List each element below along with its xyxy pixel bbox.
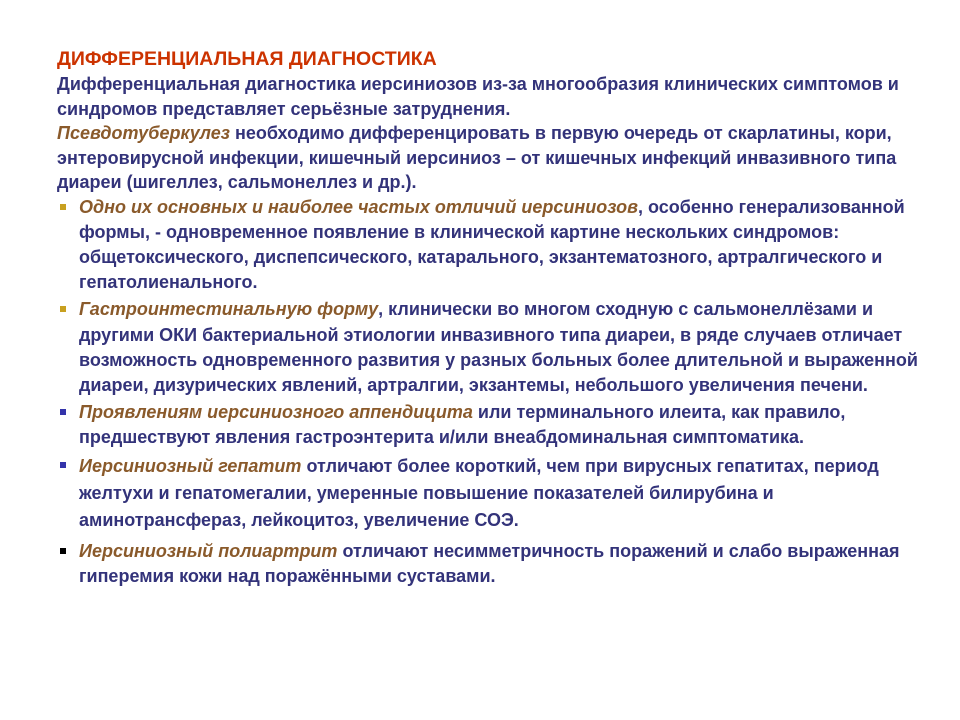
- bullet-lead: Иерсиниозный полиартрит: [79, 540, 338, 561]
- bullet-text: отличают несимметричность поражений и слабо выраженная гиперемия кожи над поражёнными суставами.: [79, 540, 900, 586]
- bullet-lead: Проявлениям иерсиниозного аппендицита: [79, 402, 473, 423]
- bullet-text: , особенно генерализованной формы, - одновременное появление в клинической картине нескольких синдромов: общетоксического, диспепсического, катарального, экзантематозного, артралгического и гепатолиенального.: [79, 196, 905, 293]
- slide-content: [57, 46, 927, 589]
- intro-paragraph: [57, 72, 927, 121]
- slide-title: ДИФФЕРЕНЦИАЛЬНАЯ ДИАГНОСТИКА: [57, 48, 437, 70]
- bullet-item-polyarthritis: [57, 539, 927, 589]
- bullet-item-appendicitis: [57, 400, 927, 450]
- bullet-lead: Одно их основных и наиболее частых отличий иерсиниозов: [79, 196, 639, 217]
- bullet-text: отличают более короткий, чем при вирусных гепатитах, период желтухи и гепатомегалии, умеренные повышение показателей билирубина и аминотрансфераз, лейкоцитоз, увеличение СОЭ.: [79, 455, 879, 530]
- pseudotuberculosis-paragraph: [57, 121, 927, 195]
- square-bullet-icon: [60, 409, 66, 415]
- bullet-list: [57, 195, 927, 589]
- square-bullet-icon: [60, 462, 66, 468]
- pseudotuberculosis-text: необходимо дифференцировать в первую очередь от скарлатины, кори, энтеровирусной инфекции, кишечный иерсиниоз – от кишечных инфекций инвазивного типа диареи (шигеллез, сальмонеллез и др.).: [57, 123, 897, 192]
- pseudotuberculosis-highlight: Псевдотуберкулез: [57, 123, 230, 143]
- bullet-lead: Гастроинтестинальную форму: [79, 299, 379, 320]
- bullet-item-hepatitis: [57, 453, 927, 534]
- square-bullet-icon: [60, 204, 66, 210]
- bullet-item-main-differences: [57, 195, 927, 296]
- square-bullet-icon: [60, 306, 66, 312]
- bullet-item-gastrointestinal: [57, 297, 927, 398]
- bullet-lead: Иерсиниозный гепатит: [79, 455, 302, 476]
- square-bullet-icon: [60, 548, 66, 554]
- bullet-text: , клинически во многом сходную с сальмонеллёзами и другими ОКИ бактериальной этиологии инвазивного типа диареи, в ряде случаев отличает возможность одновременного развития у разных больных более длительной и выраженной диареи, дизурических явлений, артралгии, экзантемы, небольшого увеличения печени.: [79, 299, 918, 395]
- intro-text: Дифференциальная диагностика иерсиниозов из-за многообразия клинических симптомов и синдромов представляет серьёзные затруднения.: [57, 74, 899, 119]
- bullet-text: или терминального илеита, как правило, предшествуют явления гастроэнтерита и/или внеабдоминальная симптоматика.: [79, 402, 846, 448]
